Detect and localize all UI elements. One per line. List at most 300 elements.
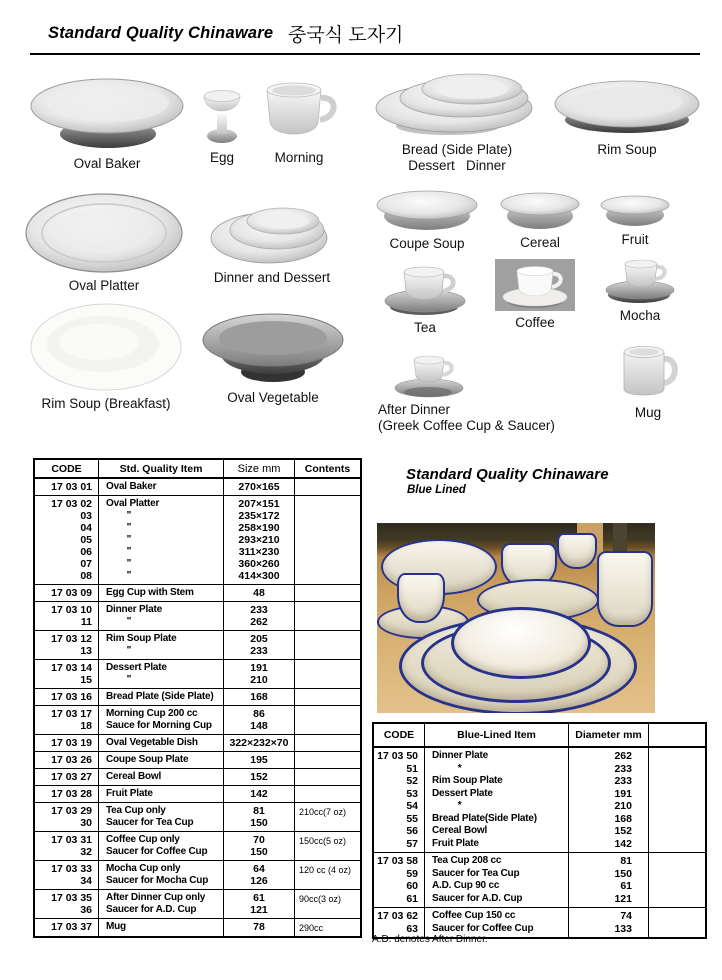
code-column bbox=[35, 631, 99, 659]
item-cell: Saucer for A.D. Cup bbox=[432, 892, 523, 904]
code-column bbox=[35, 919, 99, 936]
item-cell: Saucer for Mocha Cup bbox=[106, 875, 209, 886]
column-header-diameter: Diameter mm bbox=[569, 724, 649, 746]
item-column bbox=[99, 660, 224, 688]
std-quality-table bbox=[33, 458, 362, 938]
table-row-group bbox=[35, 769, 360, 786]
code-cell: 17 03 26 bbox=[51, 754, 92, 766]
size-cell: 121 bbox=[250, 904, 268, 916]
item-cell: Oval Vegetable Dish bbox=[106, 737, 198, 748]
contents-cell: 120 cc (4 oz) bbox=[299, 865, 352, 875]
size-column bbox=[224, 735, 295, 751]
size-cell: 61 bbox=[253, 892, 265, 904]
item-cell: Dessert Plate bbox=[432, 787, 493, 799]
table-row-group bbox=[35, 786, 360, 803]
item-column bbox=[99, 631, 224, 659]
item-cell: Dinner Plate bbox=[106, 604, 162, 615]
contents-column bbox=[295, 602, 360, 630]
item-cell: Cereal Bowl bbox=[432, 825, 488, 836]
item-cell: Rim Soup Plate bbox=[106, 633, 177, 644]
rim-soup-image bbox=[552, 74, 702, 138]
gallery-item-label: Egg bbox=[209, 150, 235, 165]
contents-cell bbox=[295, 633, 360, 634]
gallery-item-oval-platter bbox=[24, 192, 184, 293]
size-cell: 233 bbox=[250, 645, 268, 657]
size-column bbox=[224, 660, 295, 688]
cereal-bowl-image bbox=[499, 190, 581, 231]
table-row-group bbox=[35, 585, 360, 602]
item-cell: Saucer for Tea Cup bbox=[432, 867, 520, 879]
code-cell: 17 03 16 bbox=[51, 691, 92, 703]
code-cell: 17 03 19 bbox=[51, 737, 92, 749]
code-cell: 17 03 50 bbox=[377, 750, 418, 762]
gallery-item-rim-soup bbox=[552, 74, 702, 157]
table-row-group bbox=[374, 748, 705, 853]
code-column bbox=[35, 803, 99, 831]
size-column bbox=[224, 585, 295, 601]
morning-cup-image bbox=[257, 80, 341, 146]
size-cell: 360×260 bbox=[238, 558, 280, 570]
code-cell: 15 bbox=[80, 674, 92, 686]
size-cell: 148 bbox=[250, 720, 268, 732]
size-cell: 205 bbox=[250, 633, 268, 645]
code-column bbox=[35, 735, 99, 751]
code-cell: 54 bbox=[406, 800, 418, 812]
code-cell: 07 bbox=[80, 558, 92, 570]
photo-mug bbox=[597, 551, 653, 627]
fruit-bowl-image bbox=[598, 193, 672, 228]
code-cell: 61 bbox=[406, 892, 418, 905]
gallery-item-label: Morning bbox=[274, 150, 324, 165]
contents-column bbox=[295, 786, 360, 802]
gallery-item-label: Dessert Dinner bbox=[408, 158, 506, 173]
code-cell: 17 03 09 bbox=[51, 587, 92, 599]
header-divider bbox=[30, 53, 700, 55]
diameter-column bbox=[569, 748, 649, 852]
code-cell: 17 03 27 bbox=[51, 771, 92, 783]
gallery-item-label: Rim Soup bbox=[597, 142, 657, 157]
table-row-group bbox=[374, 908, 705, 937]
gallery-item-coupe-soup bbox=[374, 188, 480, 251]
size-column bbox=[224, 689, 295, 705]
item-cell: * bbox=[432, 800, 462, 811]
size-cell: 150 bbox=[250, 817, 268, 829]
gallery-item-oval-vegetable bbox=[200, 312, 346, 405]
diameter-cell: 233 bbox=[614, 775, 632, 787]
table-row-group bbox=[35, 496, 360, 585]
code-cell: 17 03 33 bbox=[51, 863, 92, 875]
table-row-group bbox=[35, 752, 360, 769]
diameter-cell: 81 bbox=[620, 855, 632, 867]
diameter-cell: 262 bbox=[614, 750, 632, 762]
oval-vegetable-image bbox=[201, 312, 345, 386]
code-cell: 17 03 35 bbox=[51, 892, 92, 904]
item-cell: Oval Baker bbox=[106, 481, 157, 492]
item-cell: Mug bbox=[106, 921, 126, 932]
code-column bbox=[35, 660, 99, 688]
table-row-group bbox=[35, 861, 360, 890]
item-column bbox=[99, 890, 224, 918]
table-header-row bbox=[374, 724, 705, 748]
contents-column bbox=[295, 769, 360, 785]
page-title-korean: 중국식 도자기 bbox=[288, 25, 404, 46]
item-column bbox=[99, 832, 224, 860]
contents-column bbox=[295, 890, 360, 918]
table-row-group bbox=[374, 853, 705, 908]
size-column bbox=[224, 769, 295, 785]
item-cell: Tea Cup 208 cc bbox=[432, 855, 502, 866]
contents-cell bbox=[295, 771, 360, 772]
item-cell: " bbox=[106, 674, 132, 685]
item-cell: Fruit Plate bbox=[432, 837, 479, 849]
code-cell: 59 bbox=[406, 867, 418, 880]
item-cell: Cereal Bowl bbox=[106, 771, 162, 782]
gallery-item-cereal bbox=[498, 190, 582, 250]
gallery-item-label: Coupe Soup bbox=[389, 236, 465, 251]
contents-column bbox=[295, 706, 360, 734]
gallery-item-label: Mocha bbox=[619, 308, 661, 323]
size-cell: 258×190 bbox=[238, 522, 280, 534]
plate-stack-image bbox=[374, 64, 540, 138]
item-cell: Saucer for Coffee Cup bbox=[432, 922, 534, 934]
gallery-item-mug bbox=[614, 343, 682, 420]
item-cell: Sauce for Morning Cup bbox=[106, 720, 212, 731]
diameter-cell: 210 bbox=[614, 800, 632, 812]
code-cell: 17 03 14 bbox=[51, 662, 92, 674]
after-dinner-cup-image bbox=[392, 348, 472, 398]
size-column bbox=[224, 631, 295, 659]
contents-column bbox=[295, 689, 360, 705]
blank-column bbox=[649, 908, 705, 937]
code-column bbox=[374, 908, 425, 937]
table-body bbox=[374, 748, 705, 937]
item-column bbox=[99, 769, 224, 785]
contents-cell bbox=[295, 691, 360, 692]
size-cell: 311×230 bbox=[238, 546, 280, 558]
item-cell: " bbox=[106, 616, 132, 627]
gallery-item-oval-baker bbox=[24, 76, 190, 171]
photo-cup bbox=[557, 533, 597, 569]
contents-cell bbox=[295, 587, 360, 588]
gallery-item-fruit bbox=[597, 193, 673, 247]
code-column bbox=[35, 861, 99, 889]
contents-cell bbox=[295, 498, 360, 499]
page-title: Standard Quality Chinaware bbox=[48, 24, 274, 42]
size-column bbox=[224, 890, 295, 918]
size-column bbox=[224, 496, 295, 584]
diameter-cell: 133 bbox=[614, 922, 632, 935]
contents-cell bbox=[295, 662, 360, 663]
item-cell: Oval Platter bbox=[106, 498, 160, 509]
gallery-item-label: Oval Vegetable bbox=[227, 390, 319, 405]
size-cell: 207×151 bbox=[238, 498, 280, 510]
code-cell: 17 03 37 bbox=[51, 921, 92, 933]
column-header-blank bbox=[649, 724, 705, 746]
code-cell: 36 bbox=[80, 904, 92, 916]
blank-cell bbox=[649, 750, 705, 751]
code-cell: 56 bbox=[406, 825, 418, 837]
item-cell: Bread Plate (Side Plate) bbox=[106, 691, 214, 702]
mug-image bbox=[616, 343, 680, 401]
code-cell: 17 03 17 bbox=[51, 708, 92, 720]
size-column bbox=[224, 752, 295, 768]
contents-cell: 150cc(5 oz) bbox=[299, 836, 347, 846]
table-row-group bbox=[35, 803, 360, 832]
size-column bbox=[224, 832, 295, 860]
breakfast-plate-image bbox=[29, 302, 183, 392]
item-cell: Rim Soup Plate bbox=[432, 775, 503, 786]
size-cell: 126 bbox=[250, 875, 268, 887]
item-cell: Mocha Cup only bbox=[106, 863, 181, 874]
blank-cell bbox=[649, 855, 705, 856]
column-header-item: Std. Quality Item bbox=[99, 460, 224, 477]
code-cell: 17 03 01 bbox=[51, 481, 92, 493]
contents-cell bbox=[295, 788, 360, 789]
table-row-group bbox=[35, 660, 360, 689]
item-cell: Bread Plate(Side Plate) bbox=[432, 812, 537, 824]
code-column bbox=[35, 689, 99, 705]
gallery-item-egg bbox=[196, 84, 248, 165]
item-cell: Dessert Plate bbox=[106, 662, 167, 673]
code-column bbox=[35, 479, 99, 495]
code-column bbox=[35, 769, 99, 785]
contents-column bbox=[295, 496, 360, 584]
abbreviation-footnote: A.D. denotes After Dinner. bbox=[372, 934, 488, 945]
code-column bbox=[374, 853, 425, 907]
gallery-item-label: Tea bbox=[414, 320, 436, 335]
code-cell: 11 bbox=[80, 616, 92, 628]
contents-column bbox=[295, 735, 360, 751]
column-header-code: CODE bbox=[374, 724, 425, 746]
item-cell: " bbox=[106, 534, 132, 545]
diameter-column bbox=[569, 853, 649, 907]
table-row-group bbox=[35, 890, 360, 919]
code-cell: 52 bbox=[406, 775, 418, 787]
size-cell: 293×210 bbox=[238, 534, 280, 546]
size-cell: 152 bbox=[250, 771, 268, 783]
tea-cup-image bbox=[382, 258, 468, 316]
table-row-group bbox=[35, 832, 360, 861]
item-column bbox=[99, 585, 224, 601]
size-cell: 168 bbox=[250, 691, 268, 703]
code-cell: 04 bbox=[80, 522, 92, 534]
code-cell: 17 03 62 bbox=[377, 910, 418, 922]
code-column bbox=[35, 496, 99, 584]
item-column bbox=[99, 689, 224, 705]
blue-lined-photo bbox=[377, 523, 655, 713]
contents-cell: 290cc bbox=[299, 923, 324, 933]
code-cell: 08 bbox=[80, 570, 92, 582]
contents-column bbox=[295, 585, 360, 601]
size-cell: 150 bbox=[250, 846, 268, 858]
size-column bbox=[224, 786, 295, 802]
code-cell: 06 bbox=[80, 546, 92, 558]
item-cell: Fruit Plate bbox=[106, 788, 153, 799]
contents-cell bbox=[295, 754, 360, 755]
item-column bbox=[99, 496, 224, 584]
diameter-cell: 150 bbox=[614, 867, 632, 880]
contents-column bbox=[295, 919, 360, 936]
column-header-contents: Contents bbox=[304, 462, 351, 475]
item-cell: " bbox=[106, 558, 132, 569]
code-cell: 05 bbox=[80, 534, 92, 546]
diameter-cell: 61 bbox=[620, 880, 632, 892]
oval-platter-image bbox=[24, 192, 184, 274]
item-column bbox=[99, 752, 224, 768]
code-cell: 55 bbox=[406, 812, 418, 825]
code-column bbox=[35, 890, 99, 918]
item-cell: " bbox=[106, 570, 132, 581]
contents-cell bbox=[295, 737, 360, 738]
blank-cell bbox=[649, 910, 705, 911]
table-body bbox=[35, 479, 360, 936]
code-cell: 17 03 28 bbox=[51, 788, 92, 800]
code-cell: 60 bbox=[406, 880, 418, 892]
item-column bbox=[99, 803, 224, 831]
table-row-group bbox=[35, 602, 360, 631]
contents-cell bbox=[295, 708, 360, 709]
item-cell: Coupe Soup Plate bbox=[106, 754, 189, 765]
diameter-cell: 121 bbox=[614, 892, 632, 905]
size-cell: 195 bbox=[250, 754, 268, 766]
size-cell: 414×300 bbox=[238, 570, 280, 582]
item-column bbox=[425, 853, 569, 907]
gallery-item-label: (Greek Coffee Cup & Saucer) bbox=[378, 418, 555, 433]
item-cell: Saucer for Tea Cup bbox=[106, 817, 194, 828]
code-cell: 13 bbox=[80, 645, 92, 657]
contents-column bbox=[295, 660, 360, 688]
size-cell: 48 bbox=[253, 587, 265, 599]
egg-cup-image bbox=[199, 84, 245, 146]
table-row-group bbox=[35, 706, 360, 735]
item-cell: " bbox=[106, 510, 132, 521]
item-column bbox=[99, 735, 224, 751]
size-cell: 142 bbox=[250, 788, 268, 800]
blue-lined-table bbox=[372, 722, 707, 939]
photo-cup bbox=[397, 573, 445, 623]
code-column bbox=[35, 752, 99, 768]
size-cell: 233 bbox=[250, 604, 268, 616]
size-cell: 81 bbox=[253, 805, 265, 817]
diameter-cell: 142 bbox=[614, 837, 632, 850]
contents-column bbox=[295, 803, 360, 831]
gallery-item-rim-soup-breakfast bbox=[26, 302, 186, 411]
gallery-item-morning bbox=[256, 80, 342, 165]
contents-cell bbox=[295, 604, 360, 605]
item-cell: Saucer for Coffee Cup bbox=[106, 846, 208, 857]
item-cell: Morning Cup 200 cc bbox=[106, 708, 198, 719]
gallery-item-label: Oval Baker bbox=[73, 156, 141, 171]
plate-stack-image bbox=[209, 192, 335, 266]
contents-column bbox=[295, 861, 360, 889]
column-header-item: Blue-Lined Item bbox=[425, 724, 569, 746]
code-cell: 17 03 29 bbox=[51, 805, 92, 817]
item-column bbox=[99, 479, 224, 495]
gallery-item-label: Fruit bbox=[621, 232, 649, 247]
code-column bbox=[35, 786, 99, 802]
table-row-group bbox=[35, 689, 360, 706]
contents-column bbox=[295, 631, 360, 659]
table-row-group bbox=[35, 479, 360, 496]
size-column bbox=[224, 803, 295, 831]
diameter-cell: 191 bbox=[614, 787, 632, 800]
code-cell: 03 bbox=[80, 510, 92, 522]
gallery-item-dinner-and-dessert bbox=[204, 192, 340, 285]
coffee-cup-image bbox=[495, 259, 575, 311]
code-cell: 30 bbox=[80, 817, 92, 829]
size-cell: 78 bbox=[253, 921, 265, 933]
blue-lined-subheading: Blue Lined bbox=[407, 484, 466, 496]
gallery-item-coffee bbox=[495, 259, 575, 330]
code-cell: 17 03 02 bbox=[51, 498, 92, 510]
table-row-group bbox=[35, 919, 360, 936]
item-cell: Saucer for A.D. Cup bbox=[106, 904, 197, 915]
gallery-item-mocha bbox=[602, 254, 678, 323]
code-column bbox=[35, 585, 99, 601]
coupe-soup-image bbox=[375, 188, 479, 232]
column-header-code: CODE bbox=[35, 460, 99, 477]
item-column bbox=[99, 706, 224, 734]
code-column bbox=[374, 748, 425, 852]
item-column bbox=[99, 919, 224, 936]
photo-bowl bbox=[451, 607, 591, 679]
code-column bbox=[35, 832, 99, 860]
gallery-item-after-dinner bbox=[378, 348, 590, 433]
item-cell: Coffee Cup only bbox=[106, 834, 180, 845]
code-cell: 17 03 31 bbox=[51, 834, 92, 846]
gallery-item-label: Bread (Side Plate) bbox=[401, 142, 513, 157]
code-cell: 32 bbox=[80, 846, 92, 858]
item-cell: A.D. Cup 90 cc bbox=[432, 880, 500, 891]
item-column bbox=[425, 908, 569, 937]
item-cell: Dinner Plate bbox=[432, 750, 488, 761]
gallery-item-label: Rim Soup (Breakfast) bbox=[41, 396, 171, 411]
size-cell: 70 bbox=[253, 834, 265, 846]
blank-column bbox=[649, 853, 705, 907]
item-column bbox=[99, 602, 224, 630]
gallery-item-bread-dessert-dinner bbox=[372, 64, 542, 173]
diameter-cell: 168 bbox=[614, 812, 632, 825]
diameter-cell: 74 bbox=[620, 910, 632, 922]
contents-column bbox=[295, 752, 360, 768]
code-cell: 17 03 58 bbox=[377, 855, 418, 867]
contents-cell: 210cc(7 oz) bbox=[299, 807, 347, 817]
size-cell: 86 bbox=[253, 708, 265, 720]
diameter-column bbox=[569, 908, 649, 937]
item-column bbox=[99, 786, 224, 802]
blue-lined-heading: Standard Quality Chinaware bbox=[406, 466, 609, 483]
code-cell: 51 bbox=[406, 762, 418, 775]
column-header-size: Size mm bbox=[224, 460, 295, 477]
gallery-item-label: Dinner and Dessert bbox=[213, 270, 331, 285]
size-cell: 270×165 bbox=[238, 481, 280, 493]
blank-column bbox=[649, 748, 705, 852]
table-row-group bbox=[35, 735, 360, 752]
item-cell: Egg Cup with Stem bbox=[106, 587, 194, 598]
size-column bbox=[224, 479, 295, 495]
code-column bbox=[35, 602, 99, 630]
item-column bbox=[99, 861, 224, 889]
code-cell: 17 03 10 bbox=[51, 604, 92, 616]
oval-baker-image bbox=[28, 76, 186, 152]
gallery-item-label: Mug bbox=[634, 405, 662, 420]
code-column bbox=[35, 706, 99, 734]
item-cell: After Dinner Cup only bbox=[106, 892, 206, 903]
contents-column bbox=[295, 832, 360, 860]
item-column bbox=[425, 748, 569, 852]
mocha-cup-image bbox=[603, 254, 677, 304]
size-cell: 235×172 bbox=[238, 510, 280, 522]
